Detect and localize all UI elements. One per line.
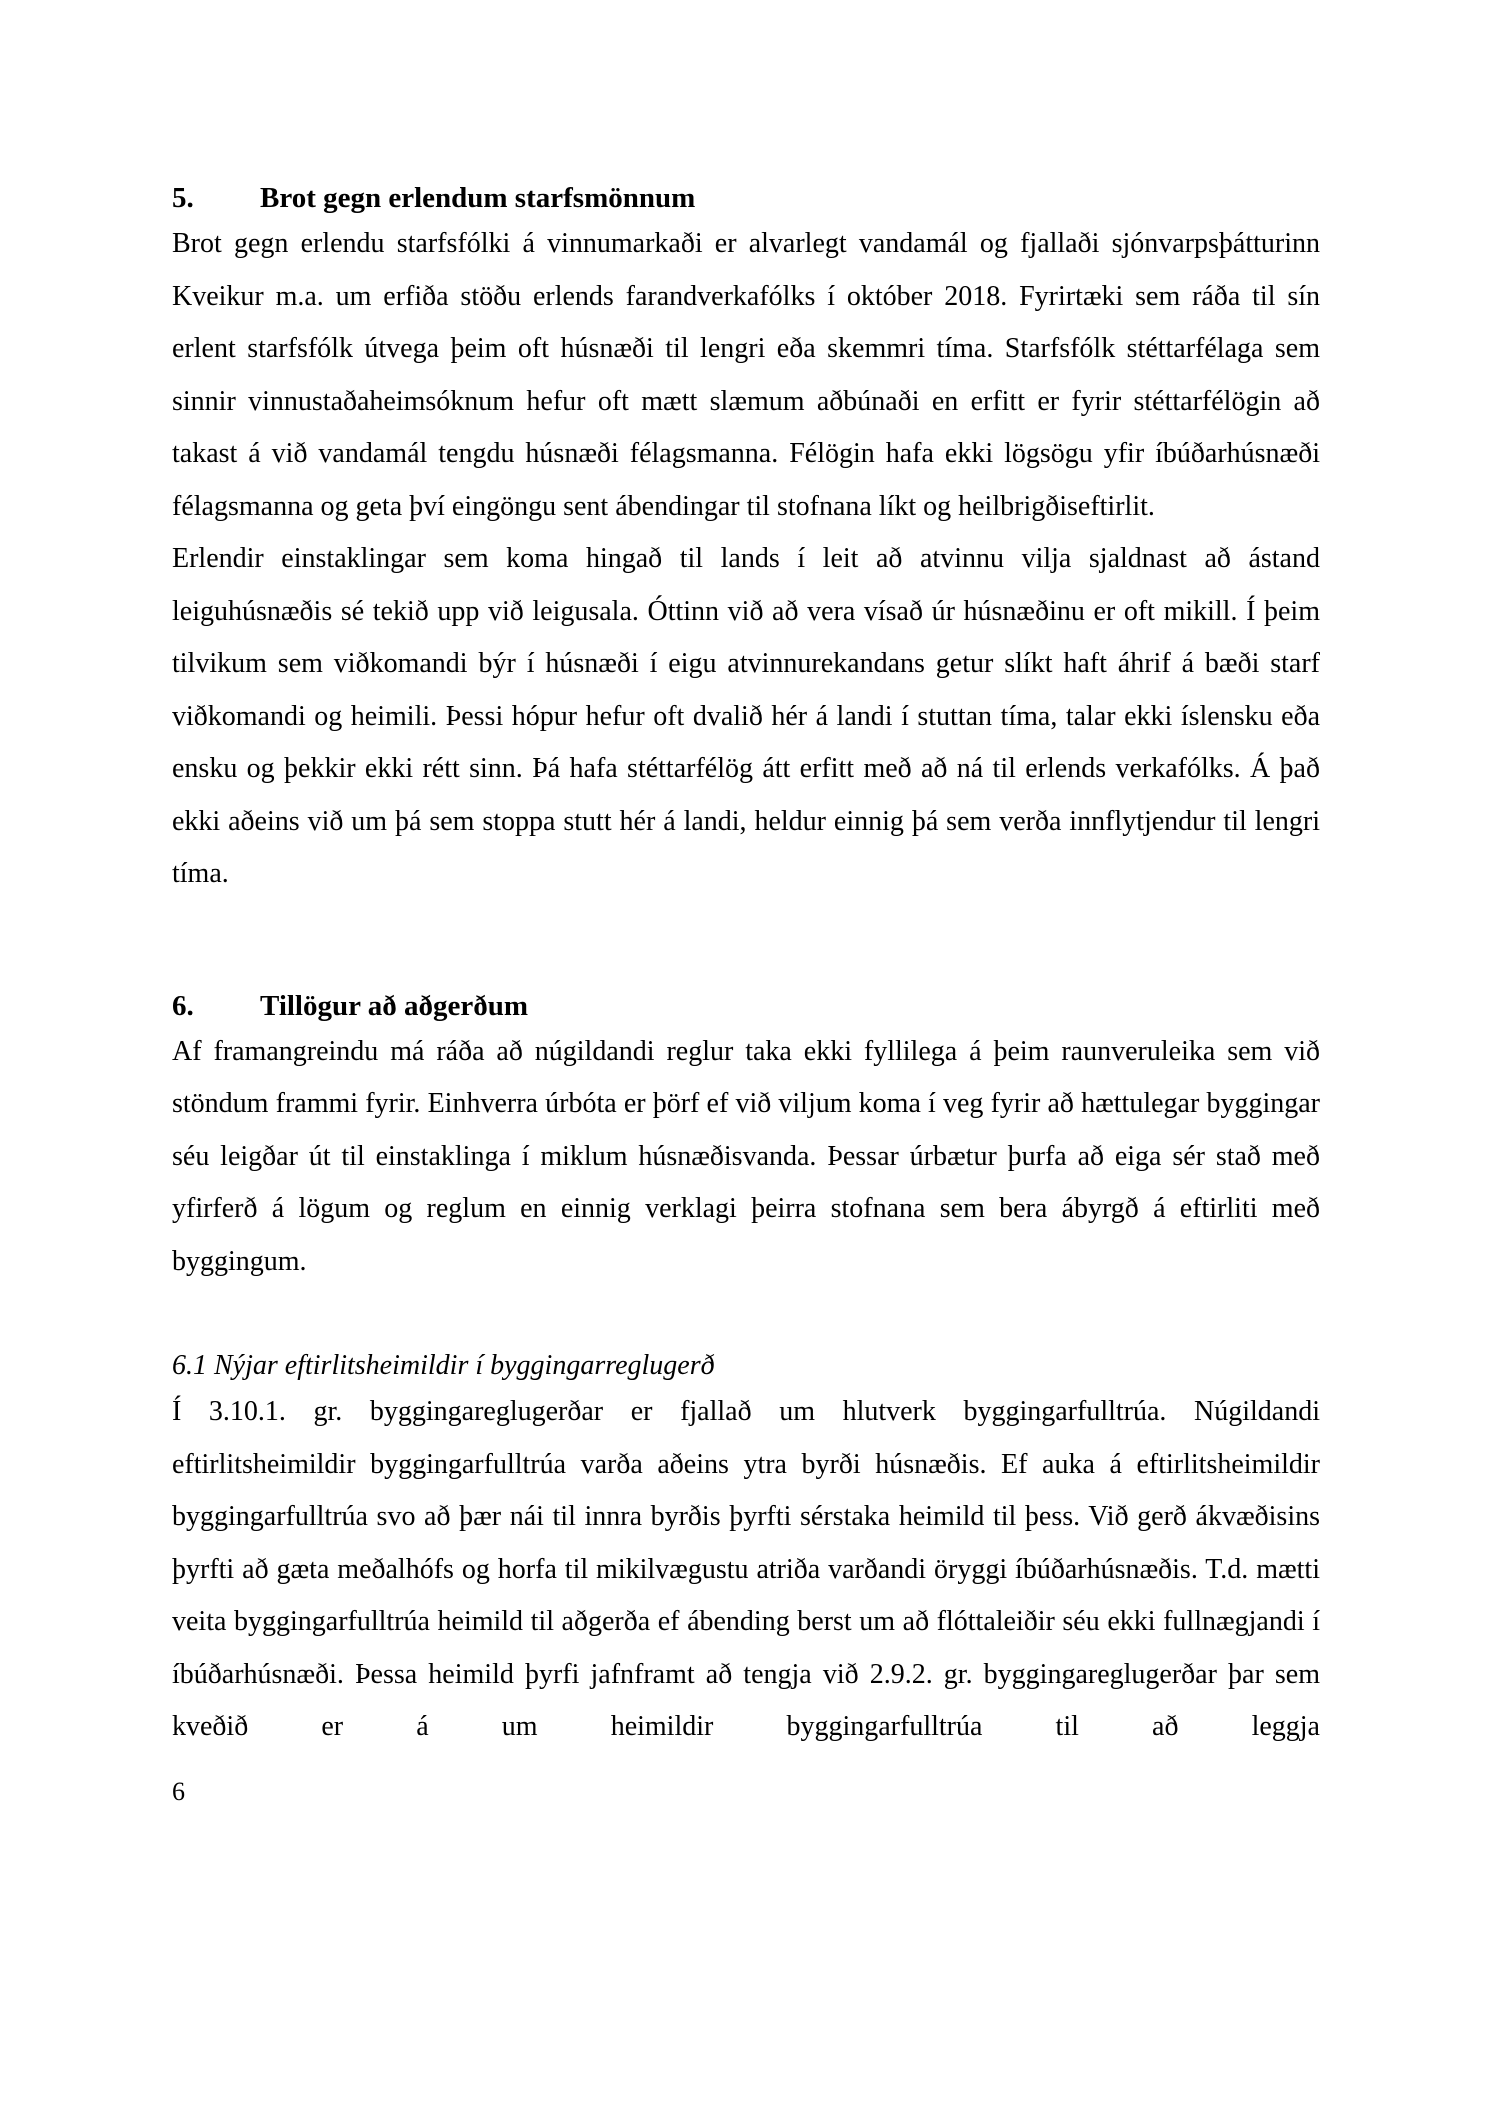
page-number: 6 bbox=[172, 1776, 185, 1806]
paragraph-2: Erlendir einstaklingar sem koma hingað til lands í leit að atvinnu vilja sjaldnast að ástand leiguhúsnæðis sé tekið upp við leigusala. Óttinn við að vera vísað úr húsnæðinu er oft mikill. Í þeim tilvikum sem viðkomandi býr í húsnæði í eigu atvinnurekandans getur slíkt haft áhrif á bæði starf viðkomandi og heimili. Þessi hópur hefur oft dvalið hér á landi í stuttan tíma, talar ekki íslensku eða ensku og þekkir ekki rétt sinn. Þá hafa stéttarfélög átt erfitt með að ná til erlends verkafólks. Á það ekki aðeins við um þá sem stoppa stutt hér á landi, heldur einnig þá sem verða innflytjendur til lengri tíma. bbox=[172, 543, 1320, 889]
paragraph-1: Brot gegn erlendu starfsfólki á vinnumarkaði er alvarlegt vandamál og fjallaði sjónvarpsþátturinn Kveikur m.a. um erfiða stöðu erlends farandverkafólks í október 2018. Fyrirtæki sem ráða til sín erlent starfsfólk útvega þeim oft húsnæði til lengri eða skemmri tíma. Starfsfólk stéttarfélaga sem sinnir vinnustaðaheimsóknum hefur oft mætt slæmum aðbúnaði en erfitt er fyrir stéttarfélögin að takast á við vandamál tengdu húsnæði félagsmanna. Félögin hafa ekki lögsögu yfir íbúðarhúsnæði félagsmanna og geta því eingöngu sent ábendingar til stofnana líkt og heilbrigðiseftirlit. bbox=[172, 228, 1320, 522]
section-6-number: 6. bbox=[172, 989, 194, 1022]
paragraph-4: Í 3.10.1. gr. byggingareglugerðar er fjallað um hlutverk byggingarfulltrúa. Núgildandi eftirlitsheimildir byggingarfulltrúa varða aðeins ytra byrði húsnæðis. Ef auka á eftirlitsheimildir byggingarfulltrúa svo að þær nái til innra byrðis þyrfti sérstaka heimild til þess. Við gerð ákvæðisins þyrfti að gæta meðalhófs og horfa til mikilvægustu atriða varðandi öryggi íbúðarhúsnæðis. T.d. mætti veita byggingarfulltrúa heimild til aðgerða ef ábending berst um að flóttaleiðir séu ekki fullnægjandi í íbúðarhúsnæði. Þessa heimild þyrfi jafnframt að tengja við 2.9.2. gr. byggingareglugerðar þar sem kveðið er á um heimildir byggingarfulltrúa til að leggja bbox=[172, 1396, 1320, 1742]
section-5-title: Brot gegn erlendum starfsmönnum bbox=[260, 182, 696, 214]
section-heading-5 bbox=[172, 178, 1320, 218]
section-heading-6 bbox=[172, 986, 1320, 1026]
section-5-number: 5. bbox=[172, 182, 194, 214]
section-6-title: Tillögur að aðgerðum bbox=[260, 989, 528, 1022]
subsection-heading-6-1: 6.1 Nýjar eftirlitsheimildir í byggingarreglugerð bbox=[172, 1350, 715, 1381]
paragraph-3: Af framangreindu má ráða að núgildandi reglur taka ekki fyllilega á þeim raunveruleika sem við stöndum frammi fyrir. Einhverra úrbóta er þörf ef við viljum koma í veg fyrir að hættulegar byggingar séu leigðar út til einstaklinga í miklum húsnæðisvanda. Þessar úrbætur þurfa að eiga sér stað með yfirferð á lögum og reglum en einnig verklagi þeirra stofnana sem bera ábyrgð á eftirliti með byggingum. bbox=[172, 1035, 1320, 1277]
